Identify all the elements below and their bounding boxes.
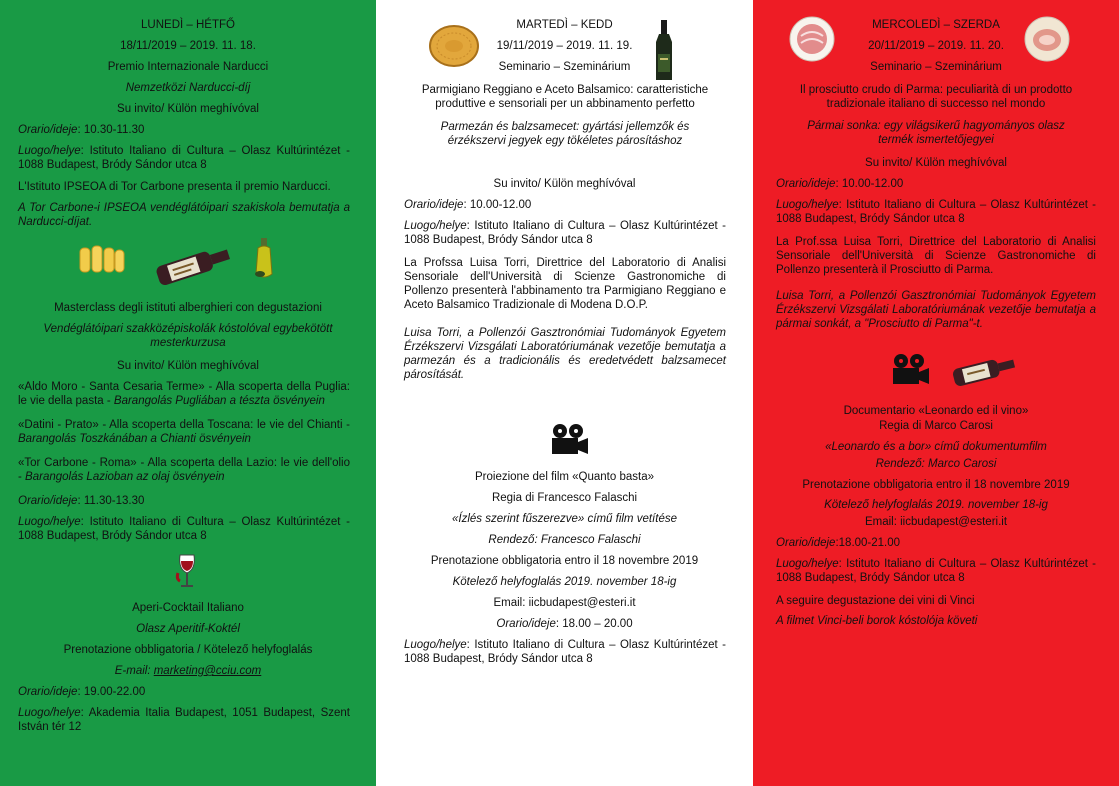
invite-note: Su invito/ Külön meghívóval bbox=[493, 178, 636, 190]
invite-note: Su invito/ Külön meghívóval bbox=[117, 360, 259, 372]
place-row: Luogo/helye: Istituto Italiano di Cultura – Olasz Kultúrintézet - 1088 Budapest, Bródy Sándor utca 8 bbox=[776, 199, 1096, 225]
place-row: Luogo/helye: Istituto Italiano di Cultura – Olasz Kultúrintézet - 1088 Budapest, Bródy Sándor utca 8 bbox=[18, 516, 350, 542]
event-title-hu: Parmezán és balzsamecet: gyártási jellemzők és érzékszervi jegyek egy tökéletes párosításhoz bbox=[440, 121, 690, 147]
event-title-hu: Pármai sonka: egy világsikerű hagyományos olasz termék ismertetőjegyei bbox=[807, 120, 1065, 146]
film-projector-icon bbox=[887, 352, 931, 388]
event-desc-it: L'Istituto IPSEOA di Tor Carbone presenta il premio Narducci. bbox=[18, 181, 331, 193]
invite-note: Su invito/ Külön meghívóval bbox=[865, 157, 1007, 169]
event-title-hu: Vendéglátóipari szakközépiskolák kóstolóval egybekötött mesterkurzusa bbox=[43, 323, 333, 349]
event-title-hu: Olasz Aperitif-Koktél bbox=[136, 623, 240, 635]
monday-day: LUNEDÌ – HÉTFŐ bbox=[141, 19, 235, 31]
wednesday-date: 20/11/2019 – 2019. 11. 20. bbox=[868, 40, 1004, 52]
booking-note: Prenotazione obbligatoria / Kötelező helyfoglalás bbox=[63, 644, 313, 656]
event-title-it: Aperi-Cocktail Italiano bbox=[132, 602, 244, 614]
pasta-icon bbox=[78, 244, 126, 276]
list-item: «Datini - Prato» - Alla scoperta della Toscana: le vie del Chianti - Barangolás Toszkánában a Chianti ösvényein bbox=[18, 419, 350, 445]
event-title-it: Proiezione del film «Quanto basta» bbox=[475, 471, 654, 483]
seminar-type: Seminario – Szeminárium bbox=[870, 61, 1002, 73]
place-row: Luogo/helye: Istituto Italiano di Cultura – Olasz Kultúrintézet - 1088 Budapest, Bródy Sándor utca 8 bbox=[776, 558, 1096, 584]
event-title-it: Documentario «Leonardo ed il vino» bbox=[843, 405, 1029, 417]
monday-column bbox=[0, 0, 376, 786]
event-desc-hu: A Tor Carbone-i IPSEOA vendéglátóipari szakiskola bemutatja a Narducci-díjat. bbox=[18, 202, 350, 228]
email-row[interactable]: Email: iicbudapest@esteri.it bbox=[864, 516, 1008, 528]
booking-hu: Kötelező helyfoglalás 2019. november 18-ig bbox=[824, 499, 1048, 511]
time-row: Orario/ideje: 10.00-12.00 bbox=[404, 199, 532, 211]
event-title-it: Parmigiano Reggiano e Aceto Balsamico: caratteristiche produttive e sensoriali per un abbinamento perfetto bbox=[421, 84, 709, 110]
time-row: Orario/ideje: 18.00 – 20.00 bbox=[496, 618, 633, 630]
event-desc-hu: Luisa Torri, a Pollenzói Gasztronómiai Tudományok Egyetem Érzékszervi Vizsgálati Laboratóriumának vezetője bemutatja a pármai sonkát, a "Prosciutto di Parma"-t. bbox=[776, 290, 1096, 330]
wednesday-day: MERCOLEDÌ – SZERDA bbox=[872, 19, 1000, 31]
director-it: Regia di Marco Carosi bbox=[879, 420, 993, 432]
event-title-hu: «Leonardo és a bor» című dokumentumfilm bbox=[825, 441, 1047, 453]
event-desc-hu: Luisa Torri, a Pollenzói Gasztronómiai Tudományok Egyetem Érzékszervi Vizsgálati Laboratóriumának vezetője bemutatja a parmezán és a tradicionális és eredetvédett balzsamecet párosítását. bbox=[404, 327, 726, 381]
booking-hu: Kötelező helyfoglalás 2019. november 18-ig bbox=[452, 576, 677, 588]
time-row: Orario/ideje:18.00-21.00 bbox=[776, 537, 901, 549]
event-desc-it: La Prof.ssa Luisa Torri, Direttrice del Laboratorio di Analisi Sensoriale dell'Università di Scienze Gastronomiche di Pollenzo presenterà il Prosciutto di Parma. bbox=[776, 236, 1096, 276]
time-row: Orario/ideje: 11.30-13.30 bbox=[18, 495, 145, 507]
film-projector-icon bbox=[546, 422, 590, 458]
director-it: Regia di Francesco Falaschi bbox=[491, 492, 638, 504]
time-row: Orario/ideje: 10.00-12.00 bbox=[776, 178, 904, 190]
seminar-type: Seminario – Szeminárium bbox=[498, 61, 631, 73]
director-hu: Rendező: Francesco Falaschi bbox=[488, 534, 641, 546]
event-title-hu: «Ízlés szerint fűszerezve» című film vetítése bbox=[452, 513, 677, 525]
email-link[interactable]: marketing@cciu.com bbox=[153, 665, 262, 677]
wine-bottle-icon bbox=[949, 352, 1019, 390]
director-hu: Rendező: Marco Carosi bbox=[875, 458, 997, 470]
event-desc-it: La Profssa Luisa Torri, Direttrice del Laboratorio di Analisi Sensoriale dell'Università di Scienze Gastronomiche di Pollenzo presenterà l'abbinamento tra Parmigiano Reggiano e Aceto Balsamico Tradizionale di Modena D.O.P. bbox=[404, 257, 726, 311]
wine-bottle-icon bbox=[150, 244, 234, 286]
tuesday-day: MARTEDÌ – KEDD bbox=[516, 19, 613, 31]
wednesday-column bbox=[753, 0, 1119, 786]
after-note-hu: A filmet Vinci-beli borok kóstolója követi bbox=[776, 615, 978, 627]
event-title-it: Il prosciutto crudo di Parma: peculiarità di un prodotto tradizionale italiano di successo nel mondo bbox=[799, 84, 1073, 110]
list-item: «Tor Carbone - Roma» - Alla scoperta della Lazio: le vie dell'olio - Barangolás Lazioban az olaj ösvényein bbox=[18, 457, 350, 483]
email-row[interactable]: Email: iicbudapest@esteri.it bbox=[493, 597, 636, 609]
tuesday-date: 19/11/2019 – 2019. 11. 19. bbox=[496, 40, 633, 52]
wine-glass-icon bbox=[170, 551, 204, 591]
after-note-it: A seguire degustazione dei vini di Vinci bbox=[776, 595, 975, 607]
list-item: «Aldo Moro - Santa Cesaria Terme» - Alla scoperta della Puglia: le vie della pasta - Barangolás Pugliában a tészta ösvényein bbox=[18, 381, 350, 407]
place-row: Luogo/helye: Akademia Italia Budapest, 1051 Budapest, Szent István tér 12 bbox=[18, 707, 350, 733]
event-title-hu: Nemzetközi Narducci-díj bbox=[125, 82, 251, 94]
place-row: Luogo/helye: Istituto Italiano di Cultura – Olasz Kultúrintézet - 1088 Budapest, Bródy Sándor utca 8 bbox=[404, 639, 726, 665]
email-row: E-mail: marketing@cciu.com bbox=[114, 665, 262, 677]
place-row: Luogo/helye: Istituto Italiano di Cultura – Olasz Kultúrintézet - 1088 Budapest, Bródy Sándor utca 8 bbox=[404, 220, 726, 246]
tuesday-column bbox=[376, 0, 753, 786]
monday-date: 18/11/2019 – 2019. 11. 18. bbox=[120, 40, 256, 52]
invite-note: Su invito/ Külön meghívóval bbox=[117, 103, 259, 115]
time-row: Orario/ideje: 19.00-22.00 bbox=[18, 686, 146, 698]
time-row: Orario/ideje: 10.30-11.30 bbox=[18, 124, 145, 136]
event-title-it: Masterclass degli istituti alberghieri con degustazioni bbox=[54, 302, 322, 314]
place-row: Luogo/helye: Istituto Italiano di Cultura – Olasz Kultúrintézet - 1088 Budapest, Bródy Sándor utca 8 bbox=[18, 145, 350, 171]
booking-it: Prenotazione obbligatoria entro il 18 novembre 2019 bbox=[430, 555, 699, 567]
event-title-it: Premio Internazionale Narducci bbox=[107, 61, 269, 73]
olive-oil-icon bbox=[252, 236, 276, 280]
booking-it: Prenotazione obbligatoria entro il 18 novembre 2019 bbox=[802, 479, 1070, 491]
